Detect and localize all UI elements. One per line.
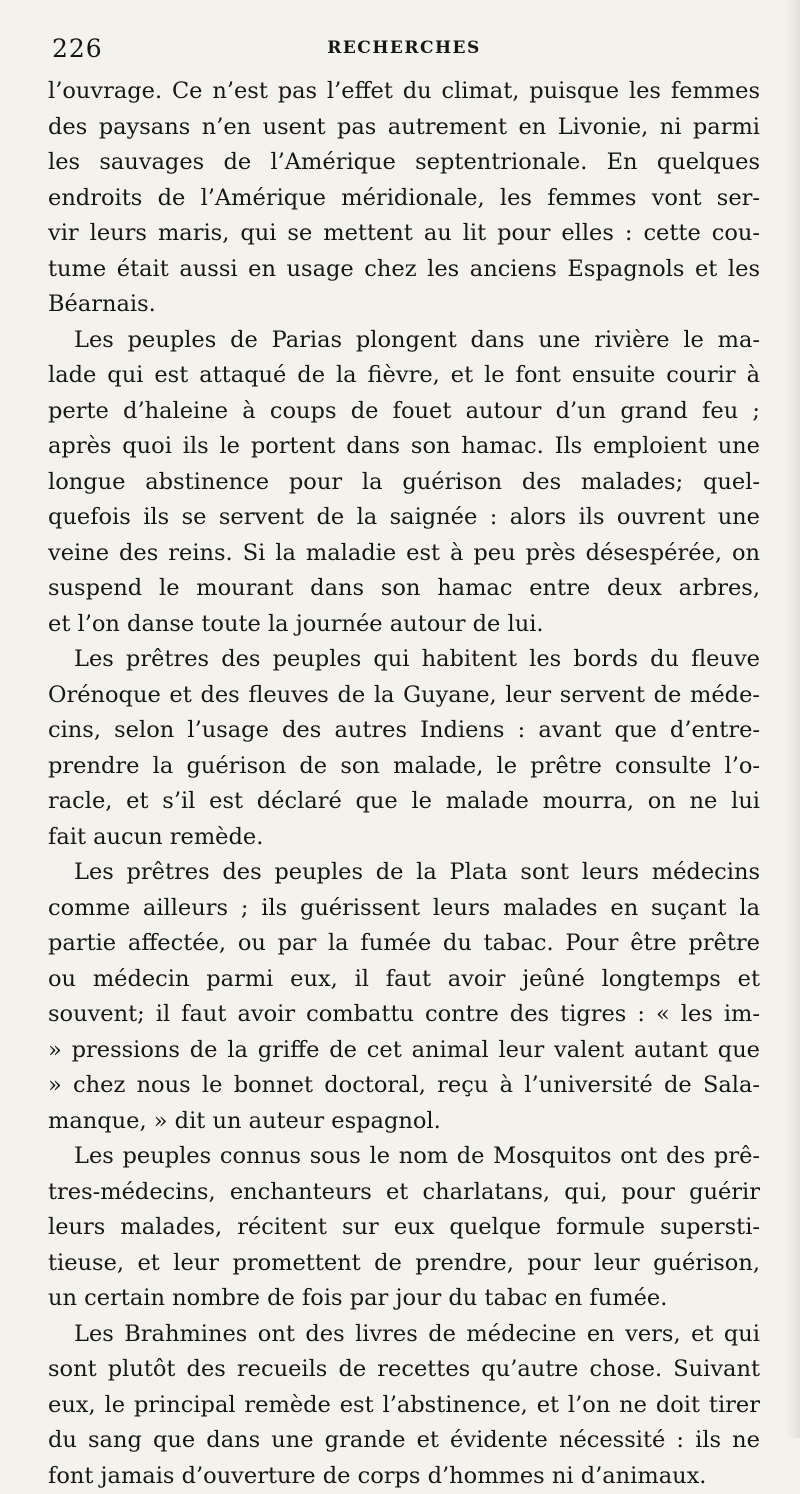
text-line: Les peuples connus sous le nom de Mosquitos ont des prê- [48,1139,760,1175]
text-line: partie affectée, ou par la fumée du tabac. Pour être prêtre [48,926,760,962]
text-line: tume était aussi en usage chez les anciens Espagnols et les [48,252,760,288]
paragraph [48,855,760,1139]
text-line: veine des reins. Si la maladie est à peu près désespérée, on [48,536,760,572]
paragraph [48,1139,760,1317]
text-line: l’ouvrage. Ce n’est pas l’effet du climat, puisque les femmes [48,74,760,110]
text-line: leurs malades, récitent sur eux quelque formule supersti- [48,1210,760,1246]
text-line: un certain nombre de fois par jour du tabac en fumée. [48,1281,760,1317]
body-text [48,74,760,1494]
text-line: Les Brahmines ont des livres de médecine en vers, et qui [48,1317,760,1353]
text-line: sont plutôt des recueils de recettes qu’autre chose. Suivant [48,1352,760,1388]
text-line: racle, et s’il est déclaré que le malade mourra, on ne lui [48,784,760,820]
text-line: fait aucun remède. [48,820,760,856]
text-line: » chez nous le bonnet doctoral, reçu à l’université de Sala- [48,1068,760,1104]
text-line: eux, le principal remède est l’abstinence, et l’on ne doit tirer [48,1388,760,1424]
text-line: Les prêtres des peuples qui habitent les bords du fleuve [48,642,760,678]
text-line: Orénoque et des fleuves de la Guyane, leur servent de méde- [48,678,760,714]
text-line: et l’on danse toute la journée autour de lui. [48,607,760,643]
text-line: des paysans n’en usent pas autrement en Livonie, ni parmi [48,110,760,146]
text-line: quefois ils se servent de la saignée : alors ils ouvrent une [48,500,760,536]
text-line: font jamais d’ouverture de corps d’hommes ni d’animaux. [48,1459,760,1494]
page-edge-shadow [786,0,800,1438]
paragraph [48,323,760,643]
text-line: endroits de l’Amérique méridionale, les femmes vont ser- [48,181,760,217]
text-line: perte d’haleine à coups de fouet autour d’un grand feu ; [48,394,760,430]
text-line: suspend le mourant dans son hamac entre deux arbres, [48,571,760,607]
text-line: après quoi ils le portent dans son hamac. Ils emploient une [48,429,760,465]
text-line: du sang que dans une grande et évidente nécessité : ils ne [48,1423,760,1459]
text-line: souvent; il faut avoir combattu contre des tigres : « les im- [48,997,760,1033]
text-line: prendre la guérison de son malade, le prêtre consulte l’o- [48,749,760,785]
paragraph [48,1317,760,1494]
text-line: Béarnais. [48,287,760,323]
text-line: les sauvages de l’Amérique septentrionale. En quelques [48,145,760,181]
text-line: » pressions de la griffe de cet animal leur valent autant que [48,1033,760,1069]
text-line: ou médecin parmi eux, il faut avoir jeûné longtemps et [48,962,760,998]
text-line: Les prêtres des peuples de la Plata sont leurs médecins [48,855,760,891]
text-line: tres-médecins, enchanteurs et charlatans, qui, pour guérir [48,1175,760,1211]
page-header [48,30,760,66]
running-title: RECHERCHES [48,38,760,58]
text-line: manque, » dit un auteur espagnol. [48,1104,760,1140]
text-line: cins, selon l’usage des autres Indiens : avant que d’entre- [48,713,760,749]
text-line: Les peuples de Parias plongent dans une rivière le ma- [48,323,760,359]
paragraph [48,74,760,323]
page-number: 226 [52,34,103,63]
text-line: comme ailleurs ; ils guérissent leurs malades en suçant la [48,891,760,927]
text-line: longue abstinence pour la guérison des malades; quel- [48,465,760,501]
text-line: lade qui est attaqué de la fièvre, et le font ensuite courir à [48,358,760,394]
text-line: vir leurs maris, qui se mettent au lit pour elles : cette cou- [48,216,760,252]
paragraph [48,642,760,855]
text-line: tieuse, et leur promettent de prendre, pour leur guérison, [48,1246,760,1282]
